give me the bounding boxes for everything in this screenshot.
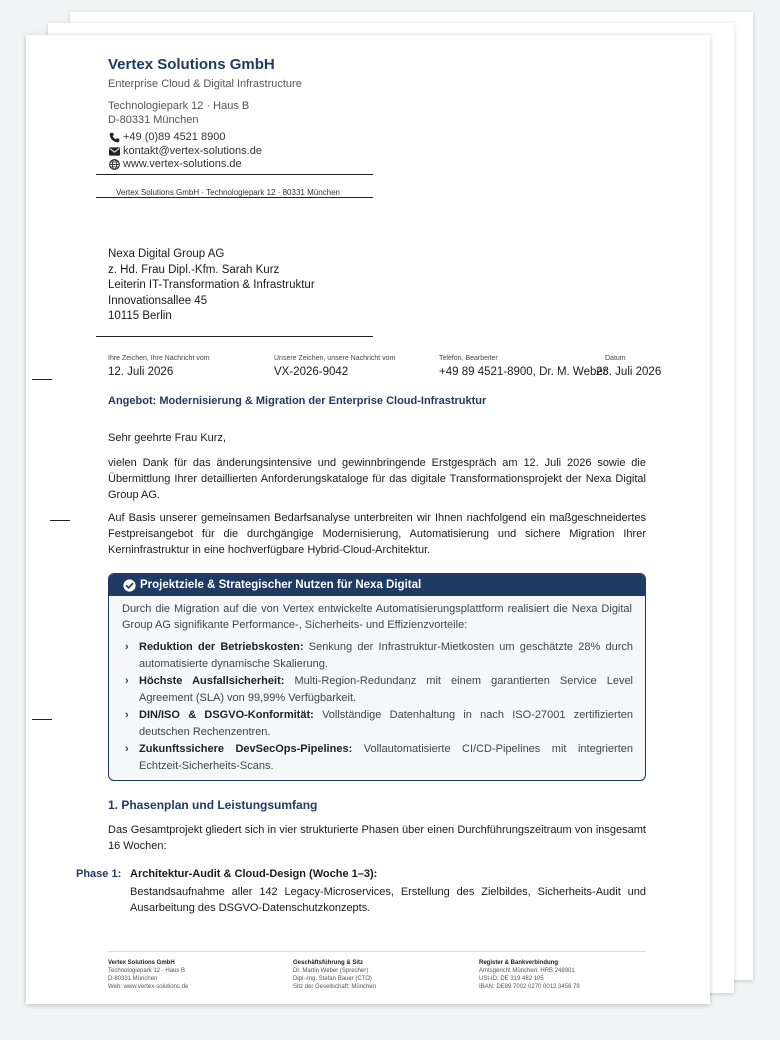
date-value: 23. Juli 2026: [596, 366, 662, 378]
our-ref-label: Unsere Zeichen, unsere Nachricht vom: [274, 355, 396, 362]
salutation: Sehr geehrte Frau Kurz,: [108, 432, 227, 444]
chevron-right-icon: ›: [125, 641, 129, 653]
chevron-right-icon: ›: [125, 709, 129, 721]
list-item: › Höchste Ausfallsicherheit: Multi-Region-Redundanz mit einem garantierten Service Level Agreement (SLA) von 99,99% Verfügbarkeit.: [125, 675, 634, 704]
benefit-list: [122, 639, 633, 775]
company-name: Vertex Solutions GmbH: [108, 56, 275, 73]
divider: [96, 336, 373, 337]
chevron-right-icon: ›: [125, 743, 129, 755]
chevron-right-icon: ›: [125, 675, 129, 687]
phase-title: Architektur-Audit & Cloud-Design (Woche 1–3):: [130, 868, 378, 880]
highlight-box-title: Projektziele & Strategischer Nutzen für Nexa Digital: [140, 579, 422, 591]
divider: [96, 197, 373, 198]
website: www.vertex-solutions.de: [123, 158, 242, 170]
footer-management: Geschäftsführung & Sitz Dr. Martin Weber (Sprecher) Dipl.-Ing. Stefan Bauer (CTO) Sitz der Gesellschaft: München: [293, 960, 377, 990]
section-heading: 1. Phasenplan und Leistungsumfang: [108, 798, 318, 812]
company-address: Technologiepark 12 · Haus B D-80331 München: [108, 100, 250, 126]
letter-page: [26, 35, 710, 1004]
footer-company: Vertex Solutions GmbH Technologiepark 12 · Haus B D-80331 München Web: www.vertex-solutions.de: [108, 960, 189, 990]
highlight-box-header: [109, 574, 645, 596]
email-address: kontakt@vertex-solutions.de: [123, 144, 262, 157]
paragraph-2: Auf Basis unserer gemeinsamen Bedarfsanalyse unterbreiten wir Ihnen nachfolgend ein maßgeschneidertes Festpreisangebot für die durchgängige Modernisierung, Automatisierung und sichere Migration Ihrer Kerninfrastruktur in eine hochverfügbare Hybrid-Cloud-Architektur.: [108, 512, 646, 556]
divider: [96, 174, 373, 175]
highlight-box: [108, 573, 646, 781]
globe-icon: [108, 159, 120, 171]
sender-return-line: Vertex Solutions GmbH · Technologiepark 12 · 80331 München: [116, 188, 340, 197]
phone-icon: [108, 132, 120, 144]
phone-contact-label: Telefon, Bearbeiter: [439, 355, 498, 362]
footer-divider: [108, 951, 646, 952]
section-intro: Das Gesamtprojekt gliedert sich in vier strukturierte Phasen über einen Durchführungszeitraum von insgesamt 16 Wochen:: [108, 824, 646, 852]
footer-register: Register & Bankverbindung Amtsgericht München: HRB 248901 USt-ID: DE 319 482 105 IBAN: DE89 7002 0270 0012 3456 78: [479, 960, 580, 990]
your-ref-value: 12. Juli 2026: [108, 366, 174, 378]
our-ref-value: VX-2026-9042: [274, 366, 349, 378]
phone-contact-value: +49 89 4521-8900, Dr. M. Weber: [439, 366, 607, 378]
list-item: › Reduktion der Betriebskosten: Senkung der Infrastruktur-Mietkosten um geschätzte 28% durch automatisierte dynamische Skalierung.: [125, 641, 633, 670]
contact-block: [108, 131, 262, 172]
envelope-icon: [108, 145, 120, 157]
company-tagline: Enterprise Cloud & Digital Infrastructure: [108, 78, 302, 90]
fold-mark: [32, 719, 52, 720]
your-ref-label: Ihre Zeichen, Ihre Nachricht vom: [108, 355, 210, 362]
paragraph-1: vielen Dank für das änderungsintensive und gewinnbringende Erstgespräch am 12. Juli 2026 sowie die Übermittlung Ihrer detaillierten Anforderungskataloge für das digitale Transformationsprojekt der Nexa Digital Group AG.: [108, 457, 646, 501]
fold-mark: [32, 379, 52, 380]
highlight-box-intro: Durch die Migration auf die von Vertex entwickelte Automatisierungsplattform realisiert die Nexa Digital Group AG signifikante Performance-, Sicherheits- und Effizienzvorteile:: [122, 603, 632, 631]
phase-label: Phase 1:: [76, 868, 122, 880]
punch-mark: [50, 520, 70, 521]
letter-subject: Angebot: Modernisierung & Migration der Enterprise Cloud-Infrastruktur: [108, 395, 487, 407]
check-circle-icon: [123, 579, 136, 592]
list-item: › Zukunftssichere DevSecOps-Pipelines: Vollautomatisierte CI/CD-Pipelines mit integrierten Echtzeit-Sicherheits-Scans.: [125, 743, 633, 772]
date-label: Datum: [605, 355, 626, 362]
recipient-address: Nexa Digital Group AG z. Hd. Frau Dipl.-Kfm. Sarah Kurz Leiterin IT-Transformation & Infrastruktur Innovationsallee 45 10115 Berlin: [108, 248, 315, 322]
list-item: › DIN/ISO & DSGVO-Konformität: Vollständige Datenhaltung in nach ISO-27001 zertifizierten deutschen Rechenzentren.: [125, 709, 634, 738]
phase-description: Bestandsaufnahme aller 142 Legacy-Microservices, Erstellung des Zielbildes, Sicherheits-Audit und Ausarbeitung des DSGVO-Datenschutzkonzepts.: [130, 886, 646, 914]
phone-number: +49 (0)89 4521 8900: [123, 131, 226, 143]
